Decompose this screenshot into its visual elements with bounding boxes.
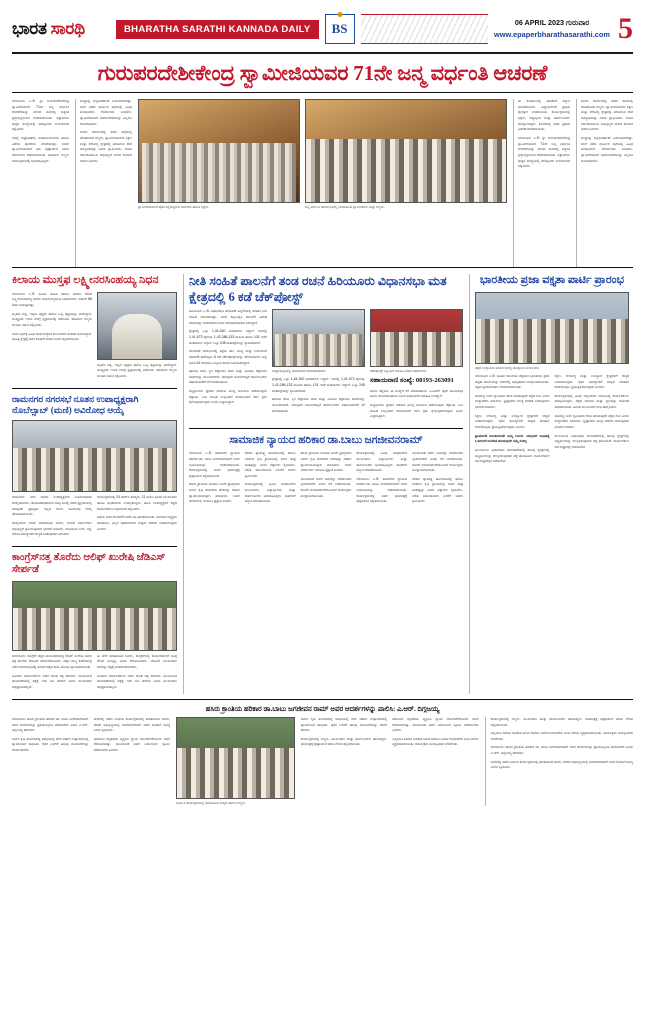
bjp-photo (475, 292, 629, 364)
story-paragraph: ಕಾರ್ಯಕ್ರಮದಲ್ಲಿ ಗಣ್ಯರು, ಮುಖಂಡರು ಮತ್ತು ಸಾರ್ವಜನಿಕರು ಹಾಜರಿದ್ದರು. ಭಾವಚಿತ್ರಕ್ಕೆ ಪುಷ್ಪಾರ್ಚನೆ ಮಾಡಿ ಗೌರವ ಸಲ್ಲಿಸಲಾಯಿತು. (490, 716, 633, 727)
bjp-photo-caption: ಪಕ್ಷದ ಉದ್ಘಾಟನಾ ಸಮಾರಂಭದಲ್ಲಿ ಪಾಲ್ಗೊಂಡ ಮುಖಂಡರು. (475, 365, 540, 370)
story-headline: ಹಸಿರು ಕ್ರಾಂತಿಯ ಹರಿಕಾರ ಡಾ.ಬಾಬು ಜಗಜೀವನ ರಾಮ್ ಅವರ ಆದರ್ಶಗಳನ್ನು ಪಾಲಿಸಿ: ಎ.ಆರ್. ದಿಗ್ಗಜಯ್ಯ (205, 704, 440, 713)
lead-photos (138, 99, 507, 267)
publication-date: 06 APRIL 2023 ಗುರುವಾರ (514, 18, 590, 28)
divider (12, 388, 177, 389)
story-paragraph: ಬೆಂಗಳೂರು ಏ.5: ನೂತನ ರಾಜಕೀಯ ಪಕ್ಷವಾದ ಭಾರತೀಯ ಪ್ರಜಾ ವಕ್ತೃತಾ ಪಾರ್ಟಿಯನ್ನು ನಗರದಲ್ಲಿ ಅಧಿಕೃತವಾಗಿ ಉದ್ಘಾಟಿಸಲಾಯಿತು. ಪಕ್ಷದ ಧ್ವಜಾರೋಹಣ ನೆರವೇರಿಸಲಾಯಿತು. (475, 373, 550, 390)
lead-paragraph: ಬೆಂಗಳೂರು ಏ.5: ಶ್ರೀ ಗುರುಪರದೇಶಿಕೇಂದ್ರ ಸ್ವಾಮೀಜಿಯವರ 71ನೇ ಜನ್ಮ ವರ್ಧಂತಿ ಆಚರಣೆಯನ್ನು ನಗರದ ಮಠದಲ್ಲಿ ಅತ್ಯಂತ ಶ್ರದ್ಧಾಭಕ್ತಿಯಿಂದ ಆಚರಿಸಲಾಯಿತು. ಭಕ್ತಾದಿಗಳು ಹೆಚ್ಚಿನ ಸಂಖ್ಯೆಯಲ್ಲಿ ಪಾಲ್ಗೊಂಡು ಗುರುವಂದನೆ ಸಲ್ಲಿಸಿದರು. (518, 135, 570, 169)
page-body (12, 268, 633, 694)
story-paragraph: ಹಾರಾಟ ತಂಡ, ಸ್ಥಿರ ಕಣ್ಗಾವಲು ತಂಡ ಮತ್ತು ವಿಡಿಯೊ ಕಣ್ಗಾವಲು ತಂಡಗಳನ್ನು ನೇಮಿಸಲಾಗಿದೆ. ಯಾವುದೇ ದೂರುಗಳಿದ್ದರೆ ಸಾರ್ವಜನಿಕರು ಸಹಾಯವಾಣಿಗೆ ಕರೆ ಮಾಡಬಹುದು. (272, 397, 365, 413)
photo-content (13, 582, 176, 650)
story-paragraph: ಕ್ಷೇತ್ರದಲ್ಲಿ ಒಟ್ಟು 1,44,160 ಮತದಾರರು ಇದ್ದಾರೆ. ಇದರಲ್ಲಿ 1,41,973 ಪುರುಷ, 1,42,286,133 ಮಹಿಳಾ ಹಾಗೂ 131 ಇತರೆ ಮತದಾರರು ಇದ್ದಾರೆ. ಒಟ್ಟು 245 ಮತಗಟ್ಟೆಗಳನ್ನು ಸ್ಥಾಪಿಸಲಾಗಿದೆ. (189, 329, 267, 345)
brand-badge-icon (325, 14, 355, 44)
story-paragraph: ದೇಶದ ಸ್ವಾತಂತ್ರ್ಯ ಹೋರಾಟದಲ್ಲಿ ಹಾಗೂ ನಂತರದ ಕೃಷಿ ಕ್ರಾಂತಿಯಲ್ಲಿ ಅವರ ಪಾತ್ರ ಮಹತ್ವದ್ದು ಎಂದು ವಕ್ತಾರರು ಸ್ಮರಿಸಿದರು. ದಲಿತ ಸಮುದಾಯದ ಏಳಿಗೆಗೆ ಅವರು ಶ್ರಮಿಸಿದರು. (412, 476, 463, 504)
congress-photo (12, 581, 177, 651)
story-paragraph: ಬೆಂಗಳೂರು ಏ.5: ಸಾಮಾಜಿಕ ನ್ಯಾಯದ ಹರಿಕಾರ ಡಾ. ಬಾಬು ಜಗಜೀವನರಾಮ್ ಅವರ ಜಯಂತಿಯನ್ನು ಆಚರಿಸಲಾಯಿತು. ಕಾರ್ಯಕ್ರಮದಲ್ಲಿ ಅವರ ಭಾವಚಿತ್ರಕ್ಕೆ ಪುಷ್ಪನಮನ ಸಲ್ಲಿಸಲಾಯಿತು. (356, 476, 408, 504)
story-paragraph: ನೂರಾರು ಕಾರ್ಯಕರ್ತರು ಅವರ ಜೊತೆ ಪಕ್ಷ ಸೇರಿದರು. ಮುಂಬರುವ ಚುನಾವಣೆಯಲ್ಲಿ ಪಕ್ಷಕ್ಕೆ ಇದು ಬಲ ತರಲಿದೆ ಎಂದು ಮುಖಂಡರು ಅಭಿಪ್ರಾಯಪಟ್ಟರು. (97, 673, 177, 690)
story-congress (12, 552, 177, 694)
story-paragraph: ಅಭ್ಯರ್ಥಿಗಳು ಪ್ರಚಾರ ನಡೆಸುವ ಮುನ್ನ ಅನುಮತಿ ಪಡೆಯುವುದು ಕಡ್ಡಾಯ. ನೀತಿ ಸಂಹಿತೆ ಉಲ್ಲಂಘನೆ ಕಂಡುಬಂದರೆ ಕಠಿಣ ಕ್ರಮ ಕೈಗೊಳ್ಳಲಾಗುವುದು ಎಂದು ಎಚ್ಚರಿಸಿದ್ದಾರೆ. (189, 389, 267, 405)
lead-paragraph: ಈ ಸಂದರ್ಭದಲ್ಲಿ ಸಾಧಕರಿಗೆ ಸನ್ಮಾನ ಮಾಡಲಾಯಿತು. ವಿದ್ಯಾರ್ಥಿಗಳಿಗೆ ಪ್ರತಿಭಾ ಪುರಸ್ಕಾರ ನೀಡಲಾಯಿತು. ಕಾರ್ಯಕ್ರಮದಲ್ಲಿ ಭಕ್ತರು, ಶಿಷ್ಯವೃಂದ ಮತ್ತು ಸಾರ್ವಜನಿಕರು ಪಾಲ್ಗೊಂಡಿದ್ದರು. ಕೊನೆಯಲ್ಲಿ ತೀರ್ಥ ಪ್ರಸಾದ ವಿತರಣೆ ಮಾಡಲಾಯಿತು. (518, 99, 570, 132)
story-paragraph: ಮೃತರು ಪತ್ನಿ, ಇಬ್ಬರು ಪುತ್ರರು ಹಾಗೂ ಒಬ್ಬ ಪುತ್ರಿಯನ್ನು ಅಗಲಿದ್ದಾರೆ. ಅಂತ್ಯಕ್ರಿಯೆ ಇಂದು ಬೆಳಗ್ಗೆ ಸ್ವಗ್ರಾಮದಲ್ಲಿ ನಡೆಯಿತು. ಹಲವಾರು ಗಣ್ಯರು ಅಂತಿಮ ನಮನ ಸಲ್ಲಿಸಿದರು. (97, 362, 177, 379)
story-headline: ಕಾಂಗ್ರೆಸ್‌ನತ್ತ ತೊರೆದು ಆಲಿಫ್ ಖುರೇಷಿ ಜೆಡಿಎಸ್ ಸೇರ್ಪಡೆ (12, 551, 166, 576)
story-paragraph: ಹಸಿರು ಕ್ರಾಂತಿಯ ರೂವಾರಿ ಎಂದೇ ಪ್ರಸಿದ್ಧರಾದ ಅವರು ಕೃಷಿ ಸಚಿವರಾಗಿ ದೇಶವನ್ನು ಆಹಾರ ಸ್ವಾವಲಂಬಿಯನ್ನಾಗಿ ಮಾಡಿದರು. ಅವರ ಆದರ್ಶಗಳು ಇಂದಿಗೂ ಪ್ರಸ್ತುತ ಎಂದರು. (300, 451, 352, 473)
masthead-meta (494, 18, 610, 40)
story-paragraph: ಬೆಂಗಳೂರು: ಹಸಿರು ಕ್ರಾಂತಿಯ ಹರಿಕಾರ ಡಾ. ಬಾಬು ಜಗಜೀವನರಾಮ್ ಅವರ ಆದರ್ಶಗಳನ್ನು ಪ್ರತಿಯೊಬ್ಬರೂ ಪಾಲಿಸಬೇಕು ಎಂದು ಎ.ಆರ್. ದಿಗ್ಗಜಯ್ಯ ಹೇಳಿದರು. (12, 716, 89, 733)
photo-content (177, 718, 294, 798)
lead-column-1 (12, 99, 69, 267)
masthead (12, 10, 633, 54)
photo-content (371, 310, 462, 366)
decorative-stripes (361, 14, 489, 44)
story-paragraph: ನೂರಾರು ಕಾರ್ಯಕರ್ತರು ಅವರ ಜೊತೆ ಪಕ್ಷ ಸೇರಿದರು. ಮುಂಬರುವ ಚುನಾವಣೆಯಲ್ಲಿ ಪಕ್ಷಕ್ಕೆ ಇದು ಬಲ ತರಲಿದೆ ಎಂದು ಮುಖಂಡರು ಅಭಿಪ್ರಾಯಪಟ್ಟರು. (12, 673, 92, 690)
story-paragraph: ಮುಂಬರುವ ವಿಧಾನಸಭಾ ಚುನಾವಣೆಯಲ್ಲಿ ಹಲವು ಕ್ಷೇತ್ರಗಳಲ್ಲಿ ಅಭ್ಯರ್ಥಿಗಳನ್ನು ಕಣಕ್ಕಿಳಿಸುವುದಾಗಿ ಪಕ್ಷ ಘೋಷಿಸಿದೆ. ಕಾರ್ಯಕರ್ತರ ಸಭೆ ಶೀಘ್ರದಲ್ಲೇ ನಡೆಯಲಿದೆ. (475, 448, 550, 464)
story-bjp (475, 274, 629, 468)
flame-icon (337, 12, 342, 17)
story-paragraph: ಸಾಮಾನ್ಯ ಜನರ ಧ್ವನಿಯಾಗಿ ಕೆಲಸ ಮಾಡುವುದೇ ಪಕ್ಷದ ಗುರಿ ಎಂದು ಸಂಸ್ಥಾಪಕರು ತಿಳಿಸಿದರು. ಭ್ರಷ್ಟಾಚಾರ ಮುಕ್ತ ಆಡಳಿತ ನೀಡುವುದಾಗಿ ಭರವಸೆ ನೀಡಿದರು. (554, 413, 629, 430)
story-paragraph: ರಾಮನಗರ: ನಗರ ಸಭೆಯ ಉಪಾಧ್ಯಕ್ಷರಾಗಿ ಅವಿರೋಧವಾಗಿ ಆಯ್ಕೆಯಾದರು. ಚುನಾವಣಾಧಿಕಾರಿಗಳ ಸಮ್ಮುಖದಲ್ಲಿ ನಡೆದ ಪ್ರಕ್ರಿಯೆಯಲ್ಲಿ ಯಾವುದೇ ಪ್ರತಿಸ್ಪರ್ಧಿ ಇಲ್ಲದ ಕಾರಣ ಅವಿರೋಧ ಆಯ್ಕೆ ಘೋಷಿಸಲಾಯಿತು. (12, 495, 92, 517)
story-paragraph: ಎಲ್ಲರಿಗೂ ಸಮಾನ ಅವಕಾಶ ಸಿಗುವ ಸಮಾಜ ನಿರ್ಮಾಣವಾಗಬೇಕು ಎಂಬ ಆಶಯ ವ್ಯಕ್ತಪಡಿಸಲಾಯಿತು. ಕಾರ್ಯಕ್ರಮ ಯಶಸ್ವಿಯಾಗಿ ನೆರವೇರಿತು. (392, 736, 479, 747)
story-paragraph: ಕಾರ್ಯಕ್ರಮದಲ್ಲಿ ವಿವಿಧ ಸಂಘಟನೆಗಳ ಮುಖಂಡರು, ವಿದ್ಯಾರ್ಥಿಗಳು ಮತ್ತು ಸಾರ್ವಜನಿಕರು ಭಾಗವಹಿಸಿದ್ದರು. ಸಾಧಕರಿಗೆ ಸನ್ಮಾನ ಮಾಡಲಾಯಿತು. (244, 482, 296, 504)
column-right (469, 274, 629, 694)
story-paragraph: ಅಭ್ಯರ್ಥಿಗಳು ಪ್ರಚಾರ ನಡೆಸುವ ಮುನ್ನ ಅನುಮತಿ ಪಡೆಯುವುದು ಕಡ್ಡಾಯ. ನೀತಿ ಸಂಹಿತೆ ಉಲ್ಲಂಘನೆ ಕಂಡುಬಂದರೆ ಕಠಿಣ ಕ್ರಮ ಕೈಗೊಳ್ಳಲಾಗುವುದು ಎಂದು ಎಚ್ಚರಿಸಿದ್ದಾರೆ. (370, 403, 463, 419)
story-paragraph: ನಗರದಲ್ಲಿ ನಡೆದ ಜಯಂತಿ ಕಾರ್ಯಕ್ರಮದಲ್ಲಿ ಮಾತನಾಡಿದ ಅವರು, ದೇಶದ ಅಭಿವೃದ್ಧಿಯಲ್ಲಿ ಜಗಜೀವನರಾಮ್ ಅವರ ಕೊಡುಗೆ ಅನನ್ಯ ಎಂದು ಸ್ಮರಿಸಿದರು. (93, 716, 171, 733)
story-paragraph: ಸಮಾಜದ ಕಟ್ಟಕಡೆಯ ವ್ಯಕ್ತಿಗೂ ನ್ಯಾಯ ದೊರಕಬೇಕೆಂಬುದು ಅವರ ಆಶಯವಾಗಿತ್ತು. ಯುವಜನತೆ ಅವರ ಬದುಕಿನಿಂದ ಸ್ಫೂರ್ತಿ ಪಡೆಯಬೇಕು ಎಂದರು. (392, 716, 479, 733)
story-paragraph: ಬೆಂಗಳೂರು: ಹಸಿರು ಕ್ರಾಂತಿಯ ಹರಿಕಾರ ಡಾ. ಬಾಬು ಜಗಜೀವನರಾಮ್ ಅವರ ಆದರ್ಶಗಳನ್ನು ಪ್ರತಿಯೊಬ್ಬರೂ ಪಾಲಿಸಬೇಕು ಎಂದು ಎ.ಆರ್. ದಿಗ್ಗಜಯ್ಯ ಹೇಳಿದರು. (490, 745, 633, 756)
column-left (12, 274, 177, 694)
story-headline: ಕಿಲಾಯ ಮುಸ್ತಫ ಲಕ್ಷ್ಮೀನರಸಿಂಹಯ್ಯ ನಿಧನ (12, 274, 159, 286)
story-paragraph: ದೂರು ಸಲ್ಲಿಸಲು ಈ ಸಂಖ್ಯೆಗೆ ಕರೆ ಮಾಡಬಹುದು. ಸಿ-ವಿಜಿಲ್ ಆ್ಯಪ್ ಮೂಲಕವೂ ದೂರು ದಾಖಲಿಸಬಹುದು ಎಂದು ಅಧಿಕಾರಿಗಳು ಮಾಹಿತಿ ನೀಡಿದ್ದಾರೆ. (370, 388, 463, 399)
photo-content (139, 100, 299, 202)
lead-paragraph: ಮಧ್ಯಾಹ್ನ ಅನ್ನಸಂತರ್ಪಣೆ ಏರ್ಪಡಿಸಲಾಗಿತ್ತು. ಸಂಜೆ ನಡೆದ ಧಾರ್ಮಿಕ ಸಭೆಯಲ್ಲಿ ವಿವಿಧ ಮಠಾಧೀಶರು ಆಶೀರ್ವಚನ ನೀಡಿದರು. ಸ್ವಾಮೀಜಿಯವರ ಸಮಾಜಸೇವೆಯನ್ನು ಎಲ್ಲರೂ ಕೊಂಡಾಡಿದರು. (80, 99, 132, 126)
story-paragraph: ಸಾಮಾನ್ಯ ಜನರ ಧ್ವನಿಯಾಗಿ ಕೆಲಸ ಮಾಡುವುದೇ ಪಕ್ಷದ ಗುರಿ ಎಂದು ಸಂಸ್ಥಾಪಕರು ತಿಳಿಸಿದರು. ಭ್ರಷ್ಟಾಚಾರ ಮುಕ್ತ ಆಡಳಿತ ನೀಡುವುದಾಗಿ ಭರವಸೆ ನೀಡಿದರು. (475, 393, 550, 410)
story-paragraph: ಬೆಂಗಳೂರು ಏ.5: ಸಾಮಾಜಿಕ ನ್ಯಾಯದ ಹರಿಕಾರ ಡಾ. ಬಾಬು ಜಗಜೀವನರಾಮ್ ಅವರ ಜಯಂತಿಯನ್ನು ಆಚರಿಸಲಾಯಿತು. ಕಾರ್ಯಕ್ರಮದಲ್ಲಿ ಅವರ ಭಾವಚಿತ್ರಕ್ಕೆ ಪುಷ್ಪನಮನ ಸಲ್ಲಿಸಲಾಯಿತು. (189, 451, 240, 478)
logo-text-red: ಸಾರಥಿ (50, 19, 85, 38)
story-paragraph: ನಗರದಲ್ಲಿ ನಡೆದ ಜಯಂತಿ ಕಾರ್ಯಕ್ರಮದಲ್ಲಿ ಮಾತನಾಡಿದ ಅವರು, ದೇಶದ ಅಭಿವೃದ್ಧಿಯಲ್ಲಿ ಜಗಜೀವನರಾಮ್ ಅವರ ಕೊಡುಗೆ ಅನನ್ಯ ಎಂದು ಸ್ಮರಿಸಿದರು. (490, 759, 633, 770)
story-paragraph: ಚುನಾವಣೆ ಸಂದರ್ಭದಲ್ಲಿ ಅಕ್ರಮ ಹಣ, ಮದ್ಯ ಮತ್ತು ಉಡುಗೊರೆ ಸಾಗಾಣಿಕೆ ತಡೆಗಟ್ಟಲು 6 ಕಡೆ ಚೆಕ್‌ಪೋಸ್ಟ್‌ಗಳನ್ನು ತೆರೆಯಲಾಗಿದೆ. ಅಲ್ಲಿ ದಿನದ 24 ಗಂಟೆಯೂ ಸಿಬ್ಬಂದಿ ಕಾರ್ಯನಿರ್ವಹಿಸಲಿದ್ದಾರೆ. (189, 349, 267, 365)
divider (12, 546, 177, 547)
story-paragraph: ಯುವಜನತೆ ಅವರ ಬದುಕನ್ನು ಆದರ್ಶವಾಗಿ ಸ್ವೀಕರಿಸಬೇಕು ಎಂದು ಕರೆ ನೀಡಲಾಯಿತು. ಕೊನೆಗೆ ವಂದನಾರ್ಪಣೆಯೊಂದಿಗೆ ಕಾರ್ಯಕ್ರಮ ಮುಕ್ತಾಯಗೊಂಡಿತು. (412, 451, 463, 473)
story-paragraph: ಈ ವೇಳೆ ಮಾತನಾಡಿದ ಅವರು, ಕಾಂಗ್ರೆಸ್‌ನಲ್ಲಿ ಕಾರ್ಯಕರ್ತರಿಗೆ ಸೂಕ್ತ ಗೌರವ ಸಿಗುತ್ತಿಲ್ಲ ಎಂದು ಆರೋಪಿಸಿದರು. ಜೆಡಿಎಸ್ ಮುಖಂಡರು ಅವರನ್ನು ಪಕ್ಷಕ್ಕೆ ಬರಮಾಡಿಕೊಂಡರು. (97, 653, 177, 670)
lead-column-3 (513, 99, 570, 267)
brand-badge-text: BS (331, 21, 348, 36)
story-paragraph: ಅವರು ಕೃಷಿ ಸಚಿವರಾಗಿದ್ದ ಅವಧಿಯಲ್ಲಿ ದೇಶ ಆಹಾರ ಉತ್ಪಾದನೆಯಲ್ಲಿ ಸ್ವಾವಲಂಬನೆ ಸಾಧಿಸಿತು. ರೈತರ ಏಳಿಗೆಗೆ ಹಲವು ಯೋಜನೆಗಳನ್ನು ಜಾರಿಗೆ ತಂದರು. (12, 736, 89, 753)
story-assembly (189, 274, 463, 423)
story-paragraph: ಅವರ ನಿಧನಕ್ಕೆ ವಿವಿಧ ಸಂಘ ಸಂಸ್ಥೆಗಳ ಮುಖಂಡರು ಸಂತಾಪ ಸೂಚಿಸಿದ್ದಾರೆ. ಸಾಹಿತ್ಯ ಕ್ಷೇತ್ರಕ್ಕೆ ಅವರ ಕೊಡುಗೆ ಅಪಾರ ಎಂದು ಸ್ಮರಿಸಲಾಯಿತು. (12, 331, 92, 342)
story-headline: ರಾಮನಗರ ನಗರಸಭೆ ನೂತನ ಉಪಾಧ್ಯಕ್ಷರಾಗಿ ನೊಬೆಲ್ಸಾಬ್ (ಮಣಿ) ಅವಿರೋಧ ಆಯ್ಕೆ (12, 393, 139, 415)
pull-quote: ಪ್ರಾಮಾಣಿಕ ರಾಜಕಾರಣವೇ ನಮ್ಮ ಉಸಿರು. ಯಾವುದೇ ಆಮಿಷಕ್ಕೆ ಒಳಗಾಗದೆ ಜನಸೇವೆ ಮಾಡುವುದೇ ನಮ್ಮ ಸಂಕಲ್ಪ (475, 433, 550, 444)
obituary-portrait-photo (97, 292, 177, 360)
lead-photo-1 (138, 99, 300, 203)
story-paragraph: ಶಿಕ್ಷಣ, ಆರೋಗ್ಯ ಮತ್ತು ಉದ್ಯೋಗ ಕ್ಷೇತ್ರಗಳಿಗೆ ಆದ್ಯತೆ ನೀಡಲಾಗುವುದು. ರೈತರ ಸಮಸ್ಯೆಗಳಿಗೆ ಶಾಶ್ವತ ಪರಿಹಾರ ಕಂಡುಕೊಳ್ಳಲು ಪ್ರಯತ್ನಿಸಲಾಗುವುದು ಎಂದರು. (475, 413, 550, 430)
story-paragraph: ಕಾರ್ಯಕ್ರಮದಲ್ಲಿ ವಿವಿಧ ಸಂಘಟನೆಗಳ ಮುಖಂಡರು, ವಿದ್ಯಾರ್ಥಿಗಳು ಮತ್ತು ಸಾರ್ವಜನಿಕರು ಭಾಗವಹಿಸಿದ್ದರು. ಸಾಧಕರಿಗೆ ಸನ್ಮಾನ ಮಾಡಲಾಯಿತು. (356, 451, 408, 473)
logo-text-black: ಭಾರತ (12, 19, 47, 38)
story-paragraph: ಸಭೆಯ ಬಳಿಕ ಮೆರವಣಿಗೆ ನಡೆಸಿ ಸಿಹಿ ಹಂಚಲಾಯಿತು. ನಗರಸಭೆ ಅಧ್ಯಕ್ಷರು ಮಾತನಾಡಿ, ಎಲ್ಲರ ಸಹಕಾರದಿಂದ ಉತ್ತಮ ಆಡಳಿತ ನೀಡಲಾಗುವುದು ಎಂದರು. (97, 515, 177, 531)
page-number: 5 (618, 12, 633, 45)
story-paragraph: ಹಸಿರು ಕ್ರಾಂತಿಯ ರೂವಾರಿ ಎಂದೇ ಪ್ರಸಿದ್ಧರಾದ ಅವರು ಕೃಷಿ ಸಚಿವರಾಗಿ ದೇಶವನ್ನು ಆಹಾರ ಸ್ವಾವಲಂಬಿಯನ್ನಾಗಿ ಮಾಡಿದರು. ಅವರ ಆದರ್ಶಗಳು ಇಂದಿಗೂ ಪ್ರಸ್ತುತ ಎಂದರು. (189, 482, 240, 504)
lead-paragraph: ಮಠದ ಆವರಣದಲ್ಲಿ ನಡೆದ ಸಭೆಯಲ್ಲಿ ಮಾತನಾಡಿದ ಗಣ್ಯರು, ಸ್ವಾಮೀಜಿಯವರು ಶಿಕ್ಷಣ ಮತ್ತು ಆರೋಗ್ಯ ಕ್ಷೇತ್ರದಲ್ಲಿ ಮಾಡಿರುವ ಸೇವೆ ಅನನ್ಯವಾದದ್ದು ಎಂದು ಶ್ಲಾಘಿಸಿದರು. ನಾಡಿನ ಸರ್ವತೋಮುಖ ಅಭಿವೃದ್ಧಿಗೆ ಮಠದ ಕೊಡುಗೆ ಅಪಾರ ಎಂದರು. (581, 99, 633, 132)
website-url[interactable]: www.epaperbharathasarathi.com (494, 29, 610, 39)
photo-content (476, 293, 628, 363)
lead-headline: ಗುರುಪರದೇಶೀಕೇಂದ್ರ ಸ್ವಾಮೀಜಿಯವರ 71ನೇ ಜನ್ಮ ವರ್ಧಂತಿ ಆಚರಣೆ (12, 54, 633, 93)
lead-story (12, 93, 633, 268)
story-paragraph: ಯುವಜನತೆ ಅವರ ಬದುಕನ್ನು ಆದರ್ಶವಾಗಿ ಸ್ವೀಕರಿಸಬೇಕು ಎಂದು ಕರೆ ನೀಡಲಾಯಿತು. ಕೊನೆಗೆ ವಂದನಾರ್ಪಣೆಯೊಂದಿಗೆ ಕಾರ್ಯಕ್ರಮ ಮುಕ್ತಾಯಗೊಂಡಿತು. (300, 476, 352, 498)
newspaper-logo (12, 19, 112, 39)
story-bottom (12, 705, 633, 806)
helpline-number: ಸಹಾಯವಾಣಿ ಸಂಖ್ಯೆ: 08193-263091 (370, 377, 454, 385)
nodal-photo (12, 420, 177, 492)
story-headline: ನೀತಿ ಸಂಹಿತೆ ಪಾಲನೆಗೆ ತಂಡ ರಚನೆ ಹಿರಿಯೂರು ವಿಧಾನಸಭಾ ಮತ ಕ್ಷೇತ್ರದಲ್ಲಿ 6 ಕಡೆ ಚೆಕ್‌ಪೋಸ್ಟ್ (189, 274, 447, 304)
photo-content (306, 100, 506, 202)
story-headline: ಸಾಮಾಜಿಕ ನ್ಯಾಯದ ಹರಿಕಾರ ಡಾ.ಬಾಬು ಜಗಜೀವನರಾಮ್ (229, 435, 423, 447)
masthead-title-english: BHARATHA SARATHI KANNADA DAILY (116, 20, 319, 39)
photo-content (273, 310, 364, 366)
story-paragraph: ಬೆಂಗಳೂರು: ಕಾಂಗ್ರೆಸ್ ಪಕ್ಷದ ಮುಖಂಡರಾಗಿದ್ದ ಆಲಿಫ್ ಖುರೇಷಿ ಅವರು ಪಕ್ಷ ತೊರೆದು ಜೆಡಿಎಸ್ ಸೇರ್ಪಡೆಗೊಂಡರು. ಪಕ್ಷದ ರಾಜ್ಯ ಕಚೇರಿಯಲ್ಲಿ ನಡೆದ ಸಮಾರಂಭದಲ್ಲಿ ಅವರಿಗೆ ಪಕ್ಷದ ಶಾಲು ಹೊದಿಸಿ ಸ್ವಾಗತಿಸಲಾಯಿತು. (12, 653, 92, 670)
assembly-photo-2-caption: ಚೆಕ್‌ಪೋಸ್ಟ್ ಸಿಬ್ಬಂದಿಗೆ ಮಾಹಿತಿ ನೀಡಿದ ಅಧಿಕಾರಿಗಳು. (370, 369, 428, 374)
bottom-photo-caption: ಜಯಂತಿ ಕಾರ್ಯಕ್ರಮದಲ್ಲಿ ಭಾಗವಹಿಸಿದ ಮಕ್ಕಳು ಹಾಗೂ ಗಣ್ಯರು. (176, 800, 246, 805)
assembly-photo-2 (370, 309, 463, 367)
divider (12, 699, 633, 700)
story-headline: ಭಾರತೀಯ ಪ್ರಜಾ ವಕ್ತೃತಾ ಪಾರ್ಟಿ ಪ್ರಾರಂಭ (479, 274, 625, 286)
story-paragraph: ಎಲ್ಲರಿಗೂ ಸಮಾನ ಅವಕಾಶ ಸಿಗುವ ಸಮಾಜ ನಿರ್ಮಾಣವಾಗಬೇಕು ಎಂಬ ಆಶಯ ವ್ಯಕ್ತಪಡಿಸಲಾಯಿತು. ಕಾರ್ಯಕ್ರಮ ಯಶಸ್ವಿಯಾಗಿ ನೆರವೇರಿತು. (490, 731, 633, 741)
photo-content (98, 293, 176, 359)
assembly-photo-1 (272, 309, 365, 367)
story-paragraph: ಕಾರ್ಯಕ್ರಮದಲ್ಲಿ ಗಣ್ಯರು, ಮುಖಂಡರು ಮತ್ತು ಸಾರ್ವಜನಿಕರು ಹಾಜರಿದ್ದರು. ಭಾವಚಿತ್ರಕ್ಕೆ ಪುಷ್ಪಾರ್ಚನೆ ಮಾಡಿ ಗೌರವ ಸಲ್ಲಿಸಲಾಯಿತು. (300, 736, 388, 747)
story-paragraph: ಹಿರಿಯೂರು ಏ.5: ವಿಧಾನಸಭಾ ಚುನಾವಣೆ ಹಿನ್ನೆಲೆಯಲ್ಲಿ ಮಾದರಿ ನೀತಿ ಸಂಹಿತೆ ಜಾರಿಯಾಗಿದ್ದು, ಅದರ ಕಟ್ಟುನಿಟ್ಟಿನ ಪಾಲನೆಗೆ ವಿಶೇಷ ತಂಡಗಳನ್ನು ರಚಿಸಲಾಗಿದೆ ಎಂದು ಚುನಾವಣಾಧಿಕಾರಿ ತಿಳಿಸಿದ್ದಾರೆ. (189, 309, 267, 325)
story-paragraph: ಸಮಾಜದ ಕಟ್ಟಕಡೆಯ ವ್ಯಕ್ತಿಗೂ ನ್ಯಾಯ ದೊರಕಬೇಕೆಂಬುದು ಅವರ ಆಶಯವಾಗಿತ್ತು. ಯುವಜನತೆ ಅವರ ಬದುಕಿನಿಂದ ಸ್ಫೂರ್ತಿ ಪಡೆಯಬೇಕು ಎಂದರು. (93, 736, 171, 753)
assembly-photo-1-caption: ಸುದ್ದಿಗೋಷ್ಠಿಯಲ್ಲಿ ಮಾತನಾಡಿದ ಚುನಾವಣಾಧಿಕಾರಿ. (272, 369, 327, 374)
lead-photo-2 (305, 99, 507, 203)
story-paragraph: ಕ್ಷೇತ್ರದಲ್ಲಿ ಒಟ್ಟು 1,44,160 ಮತದಾರರು ಇದ್ದಾರೆ. ಇದರಲ್ಲಿ 1,41,973 ಪುರುಷ, 1,42,286,133 ಮಹಿಳಾ ಹಾಗೂ 131 ಇತರೆ ಮತದಾರರು ಇದ್ದಾರೆ. ಒಟ್ಟು 245 ಮತಗಟ್ಟೆಗಳನ್ನು ಸ್ಥಾಪಿಸಲಾಗಿದೆ. (272, 377, 365, 393)
story-nodal (12, 394, 177, 541)
photo-content (13, 421, 176, 491)
story-paragraph: ಮುಂಬರುವ ವಿಧಾನಸಭಾ ಚುನಾವಣೆಯಲ್ಲಿ ಹಲವು ಕ್ಷೇತ್ರಗಳಲ್ಲಿ ಅಭ್ಯರ್ಥಿಗಳನ್ನು ಕಣಕ್ಕಿಳಿಸುವುದಾಗಿ ಪಕ್ಷ ಘೋಷಿಸಿದೆ. ಕಾರ್ಯಕರ್ತರ ಸಭೆ ಶೀಘ್ರದಲ್ಲೇ ನಡೆಯಲಿದೆ. (554, 433, 629, 450)
lead-paragraph: ಬೆಂಗಳೂರು ಏ.5: ಶ್ರೀ ಗುರುಪರದೇಶಿಕೇಂದ್ರ ಸ್ವಾಮೀಜಿಯವರ 71ನೇ ಜನ್ಮ ವರ್ಧಂತಿ ಆಚರಣೆಯನ್ನು ನಗರದ ಮಠದಲ್ಲಿ ಅತ್ಯಂತ ಶ್ರದ್ಧಾಭಕ್ತಿಯಿಂದ ಆಚರಿಸಲಾಯಿತು. ಭಕ್ತಾದಿಗಳು ಹೆಚ್ಚಿನ ಸಂಖ್ಯೆಯಲ್ಲಿ ಪಾಲ್ಗೊಂಡು ಗುರುವಂದನೆ ಸಲ್ಲಿಸಿದರು. (12, 99, 69, 132)
lead-paragraph: ಮಠದ ಆವರಣದಲ್ಲಿ ನಡೆದ ಸಭೆಯಲ್ಲಿ ಮಾತನಾಡಿದ ಗಣ್ಯರು, ಸ್ವಾಮೀಜಿಯವರು ಶಿಕ್ಷಣ ಮತ್ತು ಆರೋಗ್ಯ ಕ್ಷೇತ್ರದಲ್ಲಿ ಮಾಡಿರುವ ಸೇವೆ ಅನನ್ಯವಾದದ್ದು ಎಂದು ಶ್ಲಾಘಿಸಿದರು. ನಾಡಿನ ಸರ್ವತೋಮುಖ ಅಭಿವೃದ್ಧಿಗೆ ಮಠದ ಕೊಡುಗೆ ಅಪಾರ ಎಂದರು. (80, 130, 132, 163)
story-paragraph: ಕಾರ್ಯಕ್ರಮದಲ್ಲಿ 24 ವಾರ್ಡ್ ಸದಸ್ಯರು, 11 ಮಂದಿ ಹಿರಿಯ ಮುಖಂಡರು ಹಾಗೂ ಅಧಿಕಾರಿಗಳು ಉಪಸ್ಥಿತರಿದ್ದರು. ಹೊಸ ಉಪಾಧ್ಯಕ್ಷರಿಗೆ ಪಕ್ಷದ ಕಾರ್ಯಕರ್ತರು ಅಭಿನಂದನೆ ಸಲ್ಲಿಸಿದರು. (97, 495, 177, 511)
divider (189, 428, 463, 429)
story-paragraph: ಮೃತರು ಪತ್ನಿ, ಇಬ್ಬರು ಪುತ್ರರು ಹಾಗೂ ಒಬ್ಬ ಪುತ್ರಿಯನ್ನು ಅಗಲಿದ್ದಾರೆ. ಅಂತ್ಯಕ್ರಿಯೆ ಇಂದು ಬೆಳಗ್ಗೆ ಸ್ವಗ್ರಾಮದಲ್ಲಿ ನಡೆಯಿತು. ಹಲವಾರು ಗಣ್ಯರು ಅಂತಿಮ ನಮನ ಸಲ್ಲಿಸಿದರು. (12, 311, 92, 328)
story-paragraph: ಶಿಕ್ಷಣ, ಆರೋಗ್ಯ ಮತ್ತು ಉದ್ಯೋಗ ಕ್ಷೇತ್ರಗಳಿಗೆ ಆದ್ಯತೆ ನೀಡಲಾಗುವುದು. ರೈತರ ಸಮಸ್ಯೆಗಳಿಗೆ ಶಾಶ್ವತ ಪರಿಹಾರ ಕಂಡುಕೊಳ್ಳಲು ಪ್ರಯತ್ನಿಸಲಾಗುವುದು ಎಂದರು. (554, 373, 629, 390)
story-paragraph: ಕಾರ್ಯಕ್ರಮದಲ್ಲಿ ವಿವಿಧ ಜಿಲ್ಲೆಗಳಿಂದ ಆಗಮಿಸಿದ್ದ ಕಾರ್ಯಕರ್ತರು ಪಾಲ್ಗೊಂಡಿದ್ದರು. ಪಕ್ಷದ ಲಾಂಛನ ಮತ್ತು ಧ್ವಜವನ್ನು ಬಿಡುಗಡೆ ಮಾಡಲಾಯಿತು. ಹಿರಿಯ ಮುಖಂಡರು ಶುಭ ಹಾರೈಸಿದರು. (554, 393, 629, 410)
lead-paragraph: ಬೆಳಗ್ಗೆ ರುದ್ರಾಭಿಷೇಕ, ಮಹಾಮಂಗಳಾರತಿ ಹಾಗೂ ವಿಶೇಷ ಪೂಜೆಗಳು ನೆರವೇರಿದವು. ನಂತರ ಸ್ವಾಮೀಜಿಯವರಿಗೆ ಫಲ ಪುಷ್ಪಾರ್ಚನೆ ಮಾಡಿ ಆಶೀರ್ವಾದ ಪಡೆಯಲಾಯಿತು. ಹಲವಾರು ಗಣ್ಯರು ಕಾರ್ಯಕ್ರಮದಲ್ಲಿ ಭಾಗವಹಿಸಿದ್ದರು. (12, 135, 69, 163)
bottom-group-photo (176, 717, 295, 799)
story-social (189, 434, 463, 508)
lead-column-2 (75, 99, 132, 267)
story-paragraph: ಆಯ್ಕೆಯಾದ ನಂತರ ಮಾತನಾಡಿದ ಅವರು, ನಗರದ ಸರ್ವಾಂಗೀಣ ಅಭಿವೃದ್ಧಿಗೆ ಶ್ರಮಿಸುವುದಾಗಿ ಭರವಸೆ ನೀಡಿದರು. ಕುಡಿಯುವ ನೀರು, ರಸ್ತೆ, ಚರಂಡಿ ಸಮಸ್ಯೆಗಳಿಗೆ ಆದ್ಯತೆ ನೀಡುವುದಾಗಿ ತಿಳಿಸಿದರು. (12, 520, 92, 537)
story-paragraph: ಹಾರಾಟ ತಂಡ, ಸ್ಥಿರ ಕಣ್ಗಾವಲು ತಂಡ ಮತ್ತು ವಿಡಿಯೊ ಕಣ್ಗಾವಲು ತಂಡಗಳನ್ನು ನೇಮಿಸಲಾಗಿದೆ. ಯಾವುದೇ ದೂರುಗಳಿದ್ದರೆ ಸಾರ್ವಜನಿಕರು ಸಹಾಯವಾಣಿಗೆ ಕರೆ ಮಾಡಬಹುದು. (189, 369, 267, 385)
lead-paragraph: ಮಧ್ಯಾಹ್ನ ಅನ್ನಸಂತರ್ಪಣೆ ಏರ್ಪಡಿಸಲಾಗಿತ್ತು. ಸಂಜೆ ನಡೆದ ಧಾರ್ಮಿಕ ಸಭೆಯಲ್ಲಿ ವಿವಿಧ ಮಠಾಧೀಶರು ಆಶೀರ್ವಚನ ನೀಡಿದರು. ಸ್ವಾಮೀಜಿಯವರ ಸಮಾಜಸೇವೆಯನ್ನು ಎಲ್ಲರೂ ಕೊಂಡಾಡಿದರು. (581, 135, 633, 163)
story-paragraph: ದೇಶದ ಸ್ವಾತಂತ್ರ್ಯ ಹೋರಾಟದಲ್ಲಿ ಹಾಗೂ ನಂತರದ ಕೃಷಿ ಕ್ರಾಂತಿಯಲ್ಲಿ ಅವರ ಪಾತ್ರ ಮಹತ್ವದ್ದು ಎಂದು ವಕ್ತಾರರು ಸ್ಮರಿಸಿದರು. ದಲಿತ ಸಮುದಾಯದ ಏಳಿಗೆಗೆ ಅವರು ಶ್ರಮಿಸಿದರು. (244, 451, 296, 478)
story-paragraph: ಬೆಂಗಳೂರು ಏ.5: ಹಿರಿಯ ಸಾಹಿತಿ ಹಾಗೂ ಸಮಾಜ ಸೇವಕ ಲಕ್ಷ್ಮೀನರಸಿಂಹಯ್ಯ ಅವರು ಅನಾರೋಗ್ಯದಿಂದ ನಿಧನರಾದರು. ಅವರಿಗೆ 86 ವರ್ಷ ವಯಸ್ಸಾಗಿತ್ತು. (12, 291, 92, 308)
lead-photo-2-caption: ಜನ್ಮ ವರ್ಧಂತಿ ಸಮಾರಂಭದಲ್ಲಿ ಭಾಗವಹಿಸಿದ ಸ್ವಾಮೀಜಿಗಳು ಮತ್ತು ಗಣ್ಯರು. (304, 205, 385, 209)
story-obituary (12, 274, 177, 383)
lead-photo-1-caption: ಸ್ವಾಮೀಜಿಯವರಿಗೆ ಪೂಜೆ ಸಲ್ಲಿಸುತ್ತಿರುವ ಅರ್ಚಕರು ಹಾಗೂ ಭಕ್ತರು. (138, 205, 210, 209)
lead-column-4 (576, 99, 633, 267)
column-middle (183, 274, 463, 694)
story-paragraph: ಅವರು ಕೃಷಿ ಸಚಿವರಾಗಿದ್ದ ಅವಧಿಯಲ್ಲಿ ದೇಶ ಆಹಾರ ಉತ್ಪಾದನೆಯಲ್ಲಿ ಸ್ವಾವಲಂಬನೆ ಸಾಧಿಸಿತು. ರೈತರ ಏಳಿಗೆಗೆ ಹಲವು ಯೋಜನೆಗಳನ್ನು ಜಾರಿಗೆ ತಂದರು. (300, 716, 388, 733)
